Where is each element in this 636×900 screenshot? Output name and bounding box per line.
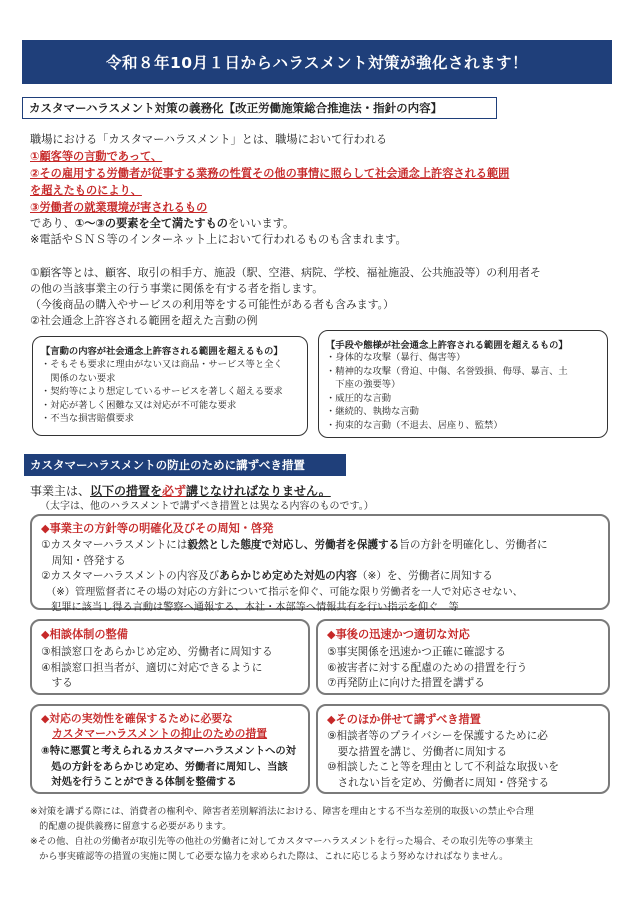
list-item: する	[41, 677, 73, 689]
measure-other-title: ◆そのほか併せて講ずべき措置	[327, 713, 481, 726]
condition-2b: を超えたものにより、	[30, 184, 142, 197]
list-item: ・不当な損害賠償要求	[41, 413, 134, 424]
lead-bold-2: 講じなければなりません。	[186, 484, 331, 498]
measure-deterrence-title-2: カスタマーハラスメントの抑止のための措置	[52, 727, 268, 740]
measure-box-response	[316, 619, 610, 695]
definition-1b: の他の当該事業主の行う事業に関係を有する者を指します。	[30, 282, 324, 295]
measure-consultation-title: ◆相談体制の整備	[41, 628, 128, 641]
measure-box-consultation	[30, 619, 310, 695]
section-heading-measures	[24, 454, 346, 476]
list-item: ⑨相談者等のプライバシーを保護するために必	[327, 730, 548, 742]
measure-response-list	[327, 645, 527, 692]
footnote-2b: から事実確認等の措置の実施に関して必要な協力を求められた際は、これに応じるよう努めなければなりません。	[30, 851, 509, 862]
measure-deterrence-title-1: ◆対応の実効性を確保するために必要な	[41, 712, 233, 725]
list-item	[41, 538, 548, 554]
list-item: 関係のない要求	[41, 372, 116, 384]
list-item: 処の方針をあらかじめ定め、労働者に周知し、当該	[41, 760, 288, 773]
condition-1: ①顧客等の言動であって、	[30, 150, 163, 163]
page-banner	[22, 40, 612, 84]
definition-2: ②社会通念上許容される範囲を超えた言動の例	[30, 314, 258, 327]
list-item: 下座の強要等）	[326, 379, 401, 390]
footnote-2a: ※その他、自社の労働者が取引先等の他社の労働者に対してカスタマーハラスメントを行った場合、その取引先等の事業主	[30, 836, 534, 847]
list-item: 要な措置を講じ、労働者に周知する	[327, 745, 508, 758]
measure-box-deterrence	[30, 704, 310, 794]
lead-pre: 事業主は、	[30, 484, 91, 498]
measure-deterrence-list	[41, 744, 296, 791]
list-item: 対処を行うことができる体制を整備する	[41, 776, 237, 788]
list-item: ・契約等により想定しているサービスを著しく超える要求	[41, 386, 283, 397]
list-item: ③相談窓口をあらかじめ定め、労働者に周知する	[41, 646, 273, 658]
lead-bold: 以下の措置を	[90, 484, 163, 498]
summary-pre: であり、	[30, 217, 75, 230]
definition-intro: 職場における「カスタマーハラスメント」とは、職場において行われる	[30, 133, 388, 146]
example-box-manner-list	[326, 351, 568, 432]
definition-1a: ①顧客等とは、顧客、取引の相手方、施設（駅、空港、病院、学校、福祉施設、公共施設等）の利用者そ	[30, 266, 541, 279]
text-span-bold: あらかじめ定めた対処の内容	[219, 570, 357, 582]
example-box-manner	[318, 330, 608, 438]
measure-box-other	[316, 704, 610, 794]
measure-response-title: ◆事後の迅速かつ適切な対応	[327, 628, 470, 641]
text-span: （※）を、労働者に周知する	[356, 570, 493, 582]
list-item: ⑥被害者に対する配慮のための措置を行う	[327, 661, 528, 674]
list-item: されない旨を定め、労働者に周知・啓発する	[327, 776, 550, 789]
list-item: ・対応が著しく困難な又は対応が不可能な要求	[41, 399, 237, 411]
text-span-bold: 毅然とした態度で対応し、労働者を保護する	[187, 539, 400, 551]
list-item: （※）管理監督者にその場の対応の方針について指示を仰ぐ、可能な限り労働者を一人で対応させない、	[41, 586, 523, 598]
example-box-content	[32, 336, 308, 436]
list-item: ・身体的な攻撃（暴行、傷害等）	[326, 352, 466, 363]
lead-must: 必ず	[162, 484, 187, 498]
list-item	[41, 569, 548, 585]
list-item: ・拘束的な言動（不退去、居座り、監禁）	[326, 419, 503, 431]
summary-bold: ①～③の要素を全て満たすもの	[74, 217, 228, 230]
condition-3: ③労働者の就業環境が害されるもの	[30, 201, 208, 214]
definition-1c: （今後商品の購入やサービスの利用等をする可能性がある者も含みます。）	[30, 298, 394, 311]
measure-other-list	[327, 729, 559, 791]
text-span: ①カスタマーハラスメントには	[41, 539, 188, 551]
list-item: ・精神的な攻撃（脅迫、中傷、名誉毀損、侮辱、暴言、土	[326, 365, 568, 377]
text-span: 旨の方針を明確化し、労働者に	[399, 539, 548, 551]
measures-lead	[30, 483, 331, 499]
example-box-content-title: 【言動の内容が社会通念上許容される範囲を超えるもの】	[41, 346, 283, 357]
summary-post: をいいます。	[227, 217, 295, 230]
list-item: ・威圧的な言動	[326, 392, 392, 404]
list-item: ・継続的、執拗な言動	[326, 406, 419, 417]
measures-note: （太字は、他のハラスメントで講ずべき措置とは異なる内容のものです。）	[40, 501, 374, 512]
list-item: ⑧特に悪質と考えられるカスタマーハラスメントへの対	[41, 745, 297, 757]
section-heading-obligation	[22, 97, 497, 119]
example-box-manner-title: 【手段や態様が社会通念上許容される範囲を超えるもの】	[326, 340, 568, 351]
text-span: ②カスタマーハラスメントの内容及び	[41, 570, 220, 582]
measure-policy-list	[41, 538, 548, 616]
list-item: ⑩相談したこと等を理由として不利益な取扱いを	[327, 761, 559, 773]
banner-title: 令和８年10月１日からハラスメント対策が強化されます！	[105, 54, 529, 72]
list-item: 犯罪に該当し得る言動は警察へ通報する、本社・本部等へ情報共有を行い指示を仰ぐ 等	[41, 602, 459, 613]
section-heading-text: カスタマーハラスメント対策の義務化【改正労働施策総合推進法・指針の内容】	[29, 101, 443, 115]
definition-summary	[30, 216, 294, 232]
list-item: ④相談窓口担当者が、適切に対応できるように	[41, 661, 263, 674]
footnote-1b: 的配慮の提供義務に留意する必要があります。	[30, 821, 232, 832]
list-item: 周知・啓発する	[41, 554, 126, 567]
section-heading-text: カスタマーハラスメントの防止のために講ずべき措置	[30, 458, 305, 472]
list-item: ・そもそも要求に理由がない又は商品・サービス等と全く	[41, 359, 283, 370]
list-item: ⑦再発防止に向けた措置を講ずる	[327, 677, 485, 689]
footnote-1a: ※対策を講ずる際には、消費者の権利や、障害者差別解消法における、障害を理由とする不当な差別的取扱いの禁止や合理	[30, 806, 534, 817]
measure-consultation-list	[41, 645, 273, 692]
measure-policy-title: ◆事業主の方針等の明確化及びその周知・啓発	[41, 522, 274, 535]
list-item: ⑤事実関係を迅速かつ正確に確認する	[327, 646, 506, 658]
measure-box-policy	[30, 514, 610, 613]
example-box-content-list	[41, 358, 283, 426]
condition-2a: ②その雇用する労働者が従事する業務の性質その他の事情に照らして社会通念上許容される範囲	[30, 167, 510, 180]
definition-note: ※電話やＳＮＳ等のインターネット上において行われるものも含まれます。	[30, 233, 407, 246]
